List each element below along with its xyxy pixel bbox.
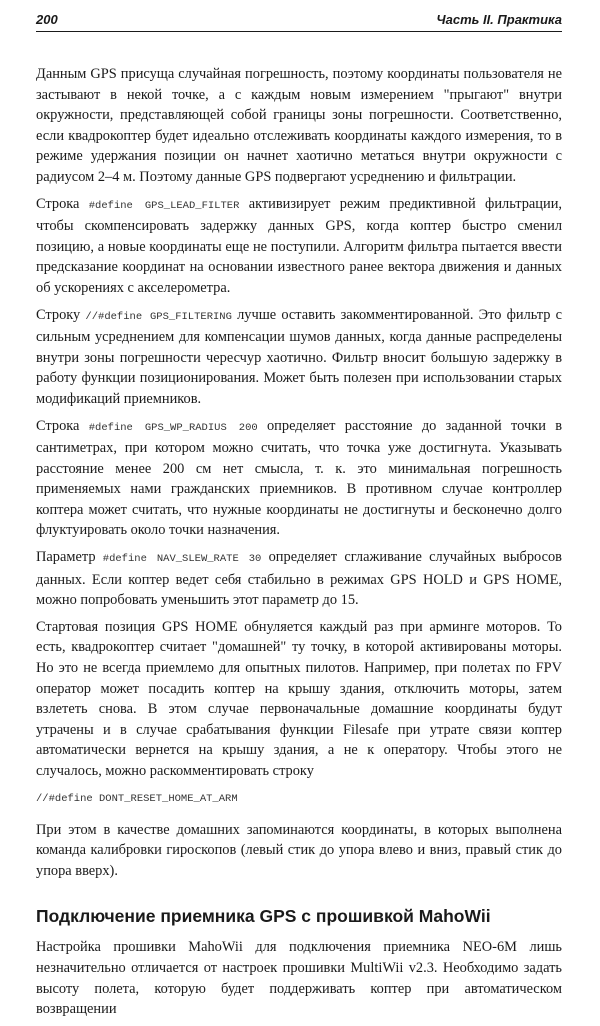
code-gps-filtering: //#define GPS_FILTERING xyxy=(85,310,232,323)
section-title: Часть II. Практика xyxy=(436,12,562,27)
page-number: 200 xyxy=(36,12,58,27)
paragraph-mahowii: Настройка прошивки MahoWii для подключения приемника NEO-6M лишь незначительно отличается от настроек прошивки MultiWii v2.3. Необходимо задать высоту полета, которую будет поддерживать коптер при автоматическом возвращении xyxy=(36,939,562,1018)
paragraph-gps-home: Стартовая позиция GPS HOME обнуляется каждый раз при арминге моторов. То есть, квадрокоптер считает "домашней" ту точку, в которой активированы моторы. Но это не всегда приемлемо для опытных пилотов. Например, при полетах по FPV оператор может посадить коптер на крышу здания, отключить моторы, затем взлететь снова. В этом случае первоначальные домашние координаты будут утрачены и в случае срабатывания функции Filesafe при утрате связи коптер автоматически вернется на крышу здания, а не к оператору. Чтобы этого не случалось, можно раскомментировать строку xyxy=(36,618,562,779)
code-dont-reset-home: //#define DONT_RESET_HOME_AT_ARM xyxy=(36,792,238,805)
code-nav-slew-rate: #define NAV_SLEW_RATE 30 xyxy=(102,553,262,566)
code-gps-lead-filter: #define GPS_LEAD_FILTER xyxy=(88,199,240,212)
running-header xyxy=(36,12,562,32)
code-gps-wp-radius: #define GPS_WP_RADIUS 200 xyxy=(88,421,258,434)
section-heading: Подключение приемника GPS с прошивкой MahoWii xyxy=(36,906,491,927)
paragraph-slew-rate: Параметр #define NAV_SLEW_RATE 30 определяет сглаживание случайных выбросов данных. Если коптер ведет себя стабильно в режимах GPS HOLD и GPS HOME, можно попробовать уменьшить этот параметр до 15. xyxy=(36,549,562,609)
page-content xyxy=(36,64,562,1026)
paragraph-home-coordinates: При этом в качестве домашних запоминаются координаты, в которых выполнена команда калибровки гироскопов (левый стик до упора влево и вниз, правый стик до упора вверх). xyxy=(36,821,562,879)
paragraph-gps-error: Данным GPS присуща случайная погрешность, поэтому координаты пользователя не застывают в некой точке, а с каждым новым измерением "прыгают" внутри окружности, представляющей собой границы зоны погрешности. Соответственно, если квадрокоптер будет идеально отслеживать координаты каждого измерения, то в режиме удержания позиции он начнет хаотично метаться внутри окружности с радиусом 2–4 м. Поэтому данные GPS подвергают усреднению и фильтрации. xyxy=(36,66,562,185)
paragraph-wp-radius: Строка #define GPS_WP_RADIUS 200 определяет расстояние до заданной точки в сантиметрах, при котором можно считать, что точка уже достигнута. Указывать расстояние менее 200 см нет смысла, т. к. это минимальная погрешность применяемых нами гражданских приемников. В противном случае контроллер коптера может считать, что нужные координаты не достигнуты и бесконечно долго флуктуировать около точки назначения. xyxy=(36,417,562,539)
paragraph-lead-filter: Строка #define GPS_LEAD_FILTER активизирует режим предиктивной фильтрации, чтобы скомпенсировать задержку данных GPS, когда коптер быстро сменил позицию, а новые координаты еще не поступили. Алгоритм фильтра пытается ввести предсказание координат на основании известного ранее вектора движения и данных об ускорениях с акселерометра. xyxy=(36,195,562,296)
paragraph-gps-filtering: Строку //#define GPS_FILTERING лучше оставить закомментированной. Это фильтр с сильным усреднением для компенсации шумов данных, когда данные распределены внутри зоны погрешности чересчур хаотично. Фильтр вносит большую задержку в работу функции позиционирования. Может быть полезен при использовании старых модификаций приемников. xyxy=(36,306,562,407)
